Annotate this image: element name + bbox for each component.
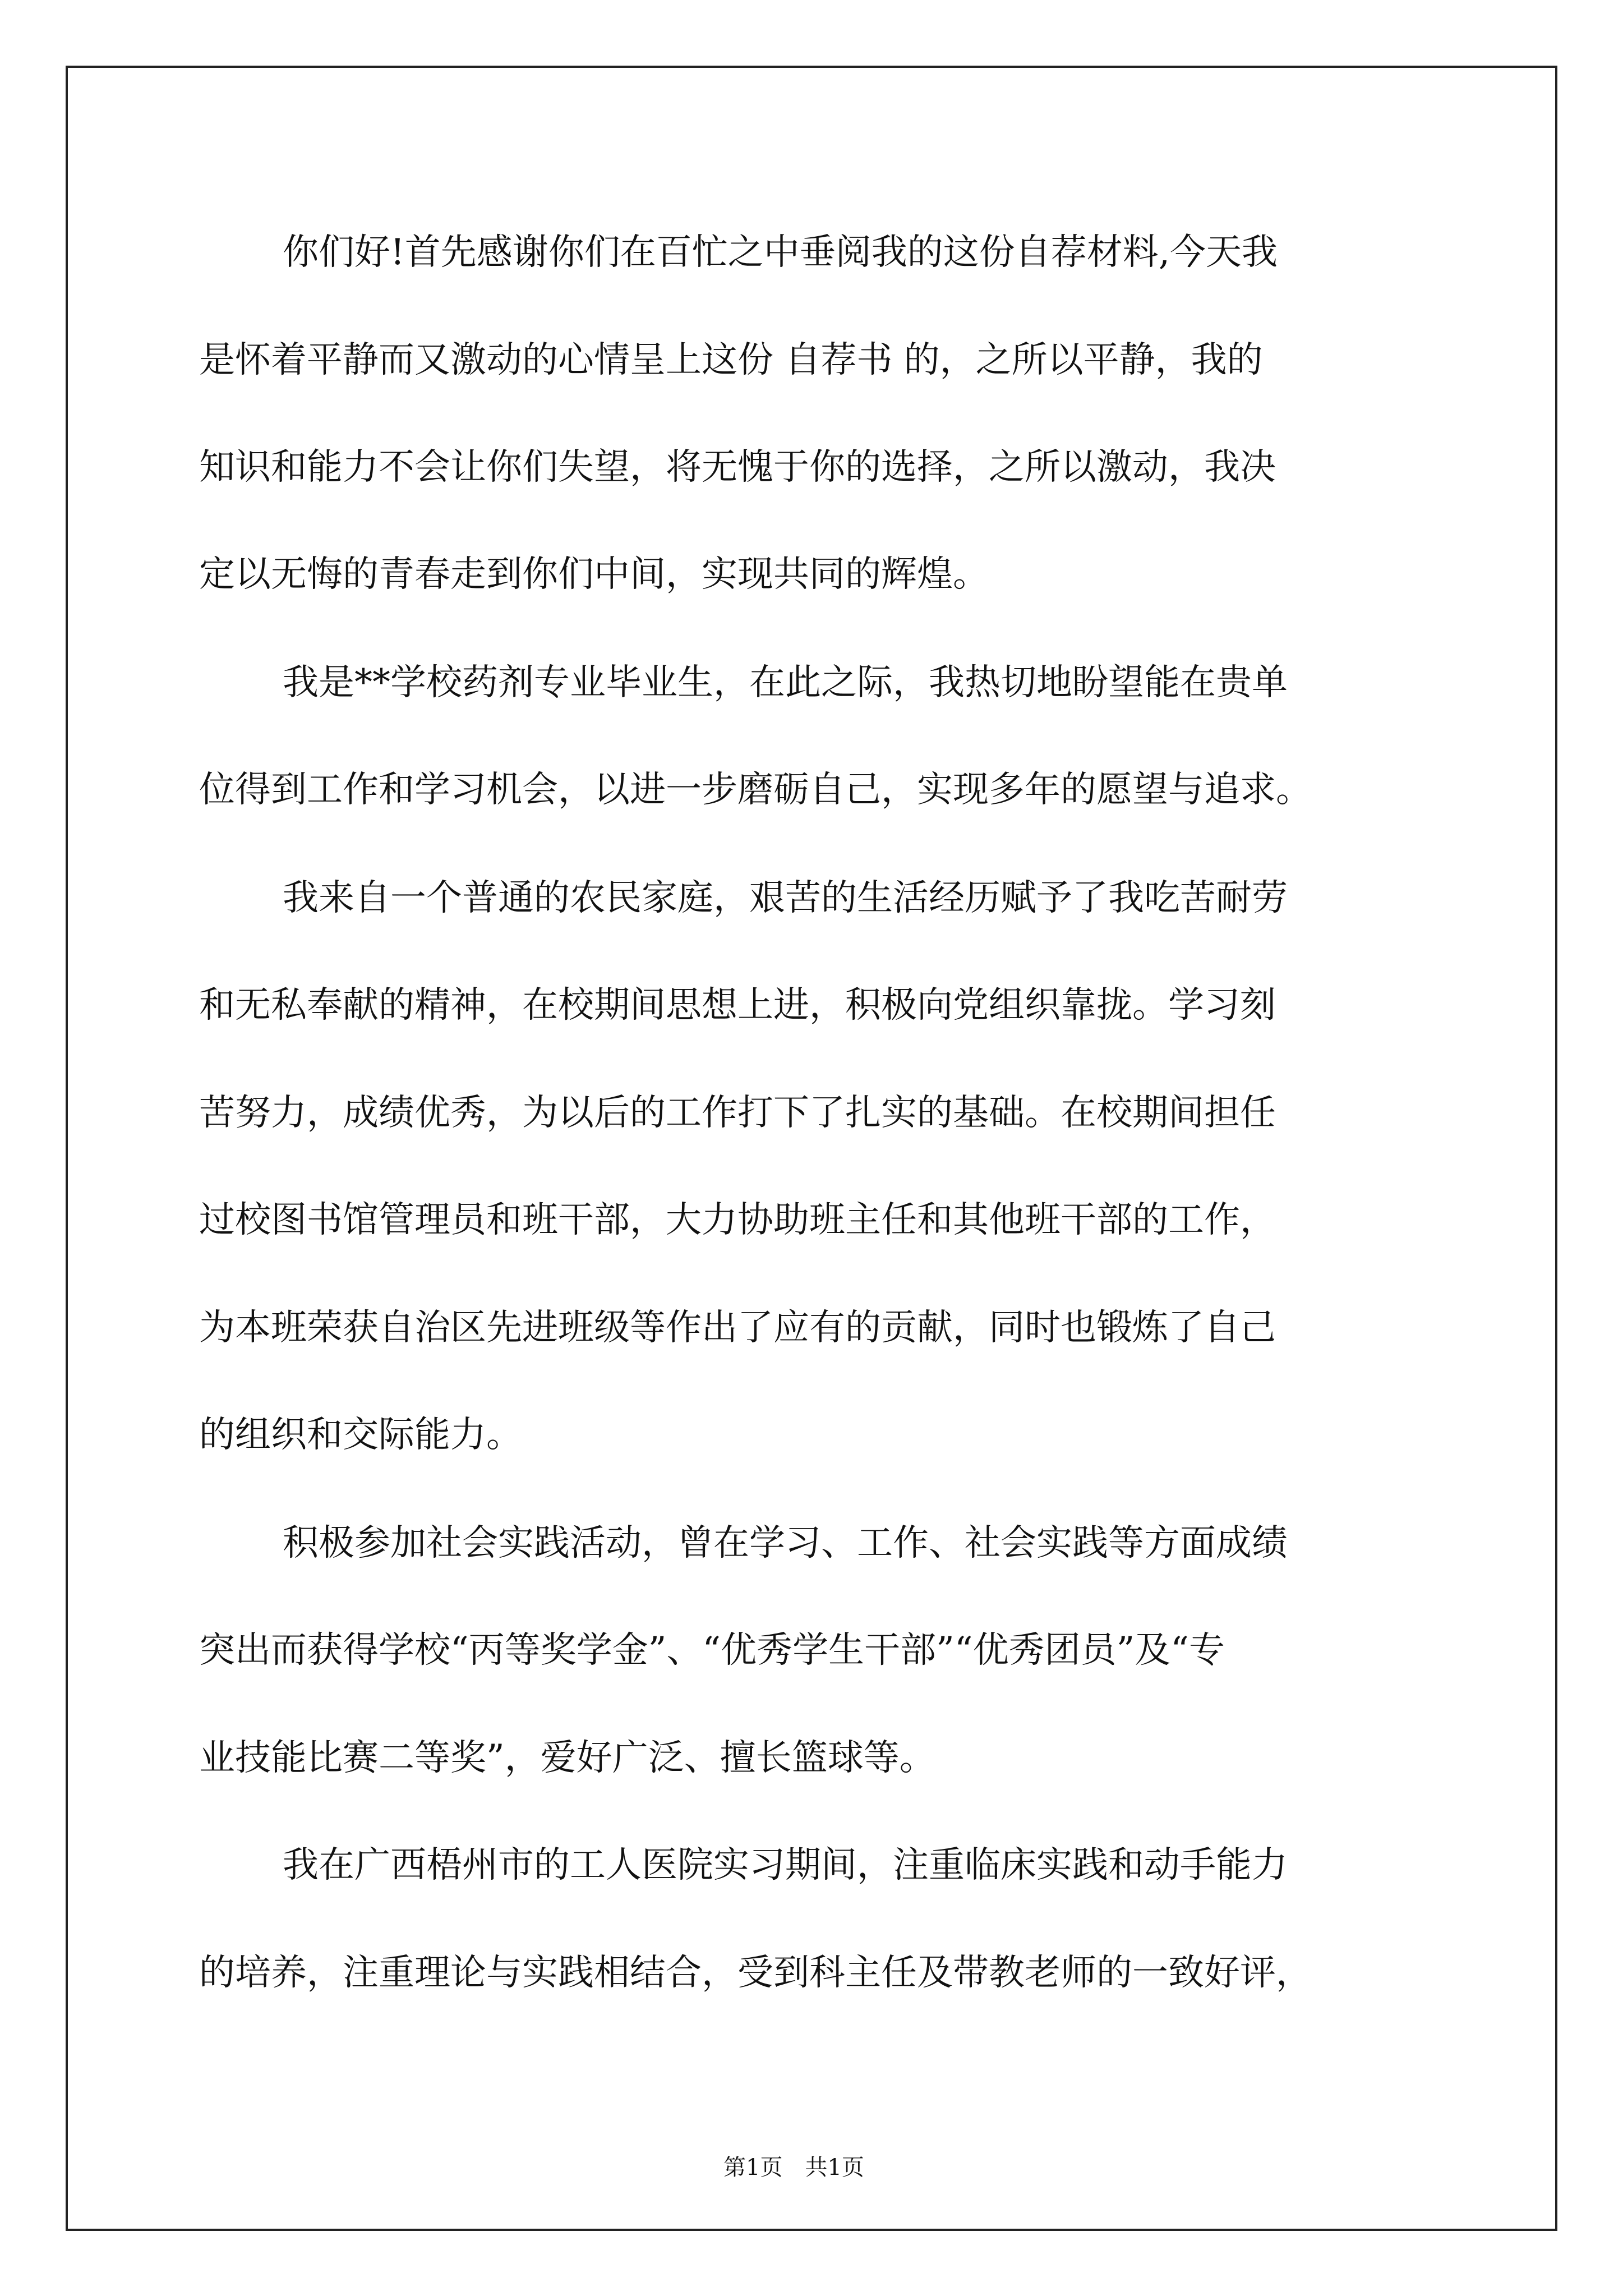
text-line: 是怀着平静而又激动的心情呈上这份 自荐书 的，之所以平静，我的 [199, 339, 1263, 381]
text-line: 定以无悔的青春走到你们中间，实现共同的辉煌。 [199, 554, 989, 595]
page-number: 第1页 共1页 [723, 2155, 864, 2180]
text-line: 的培养，注重理论与实践相结合，受到科主任及带教老师的一致好评， [199, 1952, 1312, 1994]
text-line: 和无私奉献的精神，在校期间思想上进，积极向党组织靠拢。学习刻 [199, 984, 1276, 1026]
text-line: 你们好!首先感谢你们在百忙之中垂阅我的这份自荐材料,今天我 [283, 232, 1278, 273]
text-line: 我是**学校药剂专业毕业生，在此之际，我热切地盼望能在贵单 [283, 662, 1288, 703]
page-border [66, 66, 1557, 2231]
text-line: 积极参加社会实践活动，曾在学习、工作、社会实践等方面成绩 [283, 1522, 1288, 1564]
text-line: 过校图书馆管理员和班干部，大力协助班主任和其他班干部的工作， [199, 1199, 1276, 1241]
text-line: 的组织和交际能力。 [199, 1414, 522, 1456]
text-line: 突出而获得学校“丙等奖学金”、“优秀学生干部”“优秀团员”及“专 [199, 1630, 1225, 1671]
text-line: 知识和能力不会让你们失望，将无愧于你的选择，之所以激动，我决 [199, 447, 1276, 488]
text-line: 苦努力，成绩优秀，为以后的工作打下了扎实的基础。在校期间担任 [199, 1092, 1276, 1134]
text-line: 我在广西梧州市的工人医院实习期间，注重临床实践和动手能力 [283, 1844, 1288, 1886]
text-line: 业技能比赛二等奖”，爱好广泛、擅长篮球等。 [199, 1737, 935, 1779]
text-line: 为本班荣获自治区先进班级等作出了应有的贡献，同时也锻炼了自己 [199, 1307, 1276, 1349]
text-line: 我来自一个普通的农民家庭，艰苦的生活经历赋予了我吃苦耐劳 [283, 877, 1288, 919]
text-line: 位得到工作和学习机会，以进一步磨砺自己，实现多年的愿望与追求。 [199, 769, 1312, 811]
